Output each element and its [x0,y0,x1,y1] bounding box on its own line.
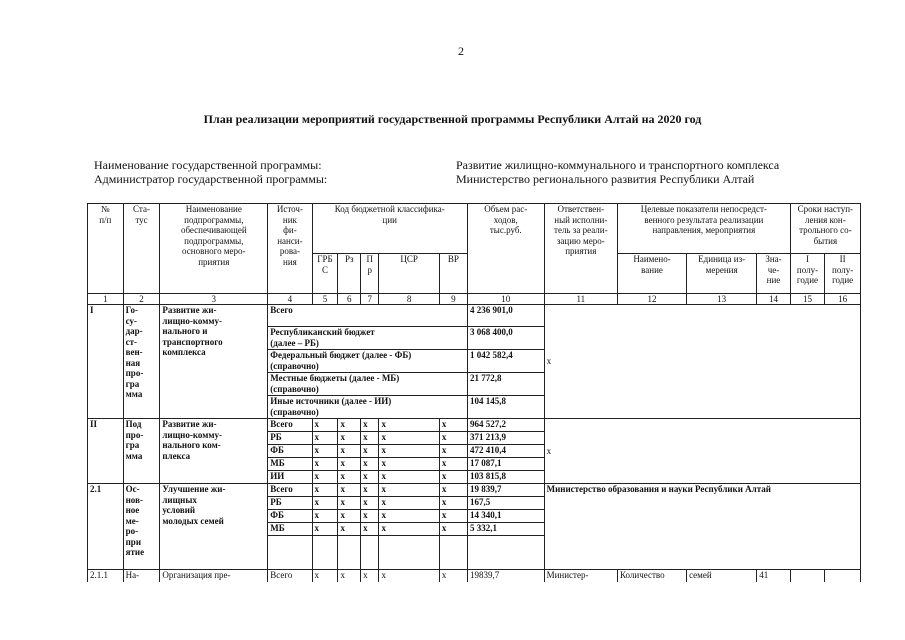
col-number: 1 [88,294,124,305]
header-ind-value: Зна- че- ние [757,254,790,294]
header-budget-code: Код бюджетной классифика- ции [312,204,467,254]
column-number-row [88,294,861,305]
row-ii-num: II [88,419,124,484]
row-21-vr: х [439,510,467,523]
row-21-volume: 19 839,7 [467,484,544,497]
table-row [88,419,861,432]
row-211-ind-name: Количество [618,570,687,582]
row-ii-volume: 371 213,9 [467,432,544,445]
row-ii-volume: 103 815,8 [467,471,544,484]
row-ii-status: Под про- гра мма [123,419,160,484]
row-i-source-label: Республиканский бюджет (далее – РБ) [268,327,468,350]
header-half1: I полу- годие [790,254,825,294]
row-i-volume: 1 042 582,4 [467,350,544,373]
row-i-volume: 4 236 901,0 [467,305,544,327]
row-211-csr: х [379,570,439,582]
row-21-grbs: х [312,497,338,510]
row-i-source-label: Федеральный бюджет (далее - ФБ) (справочно) [268,350,468,373]
document-title: План реализации мероприятий государственной программы Республики Алтай на 2020 год [203,112,702,126]
row-ii-source: МБ [268,458,312,471]
row-211-half2 [825,570,861,582]
header-status: Ста- тус [123,204,160,294]
program-name-value: Развитие жилищно-коммунального и транспортного комплекса [456,158,780,172]
row-211-name: Организация пре- [160,570,268,582]
row-i-volume: 104 145,8 [467,396,544,419]
page-number: 2 [458,44,464,58]
col-number: 12 [618,294,687,305]
row-21-grbs: х [312,510,338,523]
row-ii-source: РБ [268,432,312,445]
row-ii-rz: х [338,458,361,471]
row-211-responsible: Министер- [544,570,617,582]
row-i-num: I [88,305,124,419]
row-ii-pr: х [361,445,379,458]
program-name-label: Наименование государственной программы: [94,158,322,172]
header-source: Источ- ник фи- нанси- рова- ния [268,204,312,294]
row-ii-csr: х [379,419,439,432]
row-21-name: Улучшение жи- лищных условий молодых семей [160,484,268,570]
row-ii-vr: х [439,445,467,458]
row-ii-vr: х [439,419,467,432]
row-21-grbs: х [312,484,338,497]
header-volume: Объем рас- ходов, тыс.руб. [467,204,544,294]
col-number: 3 [160,294,268,305]
header-num: № п/п [88,204,124,294]
row-ii-rz: х [338,471,361,484]
row-21-grbs: х [312,523,338,536]
administrator-label: Администратор государственной программы: [94,172,328,186]
col-number: 14 [757,294,790,305]
col-number: 5 [312,294,338,305]
row-ii-csr: х [379,471,439,484]
plan-table [87,203,861,582]
header-indicators: Целевые показатели непосредст- венного результата реализации направления, мероприятия [618,204,791,254]
header-half2: II полу- годие [825,254,861,294]
header-grbs: ГРБ С [312,254,338,294]
row-ii-grbs: х [312,471,338,484]
col-number: 6 [338,294,361,305]
row-21-rz: х [338,484,361,497]
col-number: 2 [123,294,160,305]
col-number: 7 [361,294,379,305]
row-21-csr: х [379,484,439,497]
header-vr: ВР [439,254,467,294]
row-21-source: РБ [268,497,312,510]
row-21-source: Всего [268,484,312,497]
row-211-num: 2.1.1 [88,570,124,582]
header-ind-name: Наимено- вание [618,254,687,294]
row-21-blank [268,536,312,570]
row-21-blank [467,536,544,570]
row-21-blank [312,536,338,570]
row-ii-grbs: х [312,419,338,432]
row-ii-vr: х [439,458,467,471]
header-name: Наименование подпрограммы, обеспечивающей подпрограммы, основного меро- приятия [160,204,268,294]
row-21-rz: х [338,523,361,536]
col-number: 8 [379,294,439,305]
row-211-source: Всего [268,570,312,582]
col-number: 10 [467,294,544,305]
row-21-rz: х [338,510,361,523]
header-row [88,204,861,254]
row-ii-source: ИИ [268,471,312,484]
row-21-pr: х [361,523,379,536]
row-21-status: Ос- нов- ное ме- ро- при ятие [123,484,160,570]
row-ii-volume: 964 527,2 [467,419,544,432]
row-21-pr: х [361,510,379,523]
row-ii-grbs: х [312,445,338,458]
row-ii-rz: х [338,419,361,432]
row-21-volume: 5 332,1 [467,523,544,536]
row-i-source-label: Иные источники (далее - ИИ) (справочно) [268,396,468,419]
header-deadlines: Сроки наступ- ления кон- трольного со- бытия [790,204,860,254]
row-211-ind-value: 41 [757,570,790,582]
row-ii-csr: х [379,458,439,471]
header-ind-unit: Единица из- мерения [687,254,757,294]
row-21-blank [338,536,361,570]
row-21-vr: х [439,497,467,510]
row-21-volume: 167,5 [467,497,544,510]
row-21-rz: х [338,497,361,510]
row-21-num: 2.1 [88,484,124,570]
row-ii-pr: х [361,432,379,445]
row-ii-pr: х [361,419,379,432]
row-21-source: ФБ [268,510,312,523]
row-211-volume: 19839,7 [467,570,544,582]
row-211-pr: х [361,570,379,582]
row-21-blank [361,536,379,570]
row-21-source: МБ [268,523,312,536]
row-21-pr: х [361,497,379,510]
row-i-x-mark: х [544,305,860,419]
row-i-source-label: Всего [268,305,468,327]
row-ii-vr: х [439,432,467,445]
row-211-grbs: х [312,570,338,582]
row-21-csr: х [379,510,439,523]
row-ii-volume: 472 410,4 [467,445,544,458]
col-number: 9 [439,294,467,305]
row-ii-rz: х [338,432,361,445]
header-responsible: Ответствен- ный исполни- тель за реали- зацию меро- приятия [544,204,617,294]
col-number: 15 [790,294,825,305]
row-21-vr: х [439,484,467,497]
header-csr: ЦСР [379,254,439,294]
row-21-csr: х [379,497,439,510]
row-i-volume: 3 068 400,0 [467,327,544,350]
row-21-pr: х [361,484,379,497]
table-row [88,484,861,497]
row-21-vr: х [439,523,467,536]
row-i-volume: 21 772,8 [467,373,544,396]
row-i-name: Развитие жи- лищно-комму- нального и транспортного комплекса [160,305,268,419]
row-211-half1 [790,570,825,582]
row-ii-pr: х [361,471,379,484]
col-number: 13 [687,294,757,305]
row-ii-grbs: х [312,458,338,471]
row-ii-name: Развитие жи- лищно-комму- нального ком- плекса [160,419,268,484]
row-21-blank [439,536,467,570]
row-ii-vr: х [439,471,467,484]
row-ii-x-mark: х [544,419,860,484]
row-21-blank [379,536,439,570]
header-rz: Рз [338,254,361,294]
row-21-volume: 14 340,1 [467,510,544,523]
row-ii-source: ФБ [268,445,312,458]
row-21-csr: х [379,523,439,536]
row-211-vr: х [439,570,467,582]
table-row [88,570,861,582]
table-row [88,305,861,327]
row-i-status: Го- су- дар- ст- вен- ная про- гра мма [123,305,160,419]
row-211-status: На- [123,570,160,582]
row-ii-csr: х [379,445,439,458]
col-number: 11 [544,294,617,305]
row-211-ind-unit: семей [687,570,757,582]
col-number: 16 [825,294,861,305]
row-ii-grbs: х [312,432,338,445]
row-i-source-label: Местные бюджеты (далее - МБ) (справочно) [268,373,468,396]
col-number: 4 [268,294,312,305]
row-ii-rz: х [338,445,361,458]
row-21-responsible: Министерство образования и науки Республики Алтай [544,484,860,570]
header-pr: П р [361,254,379,294]
row-ii-volume: 17 087,1 [467,458,544,471]
administrator-value: Министерство регионального развития Республики Алтай [456,172,755,186]
row-211-rz: х [338,570,361,582]
row-ii-csr: х [379,432,439,445]
row-ii-source: Всего [268,419,312,432]
row-ii-pr: х [361,458,379,471]
